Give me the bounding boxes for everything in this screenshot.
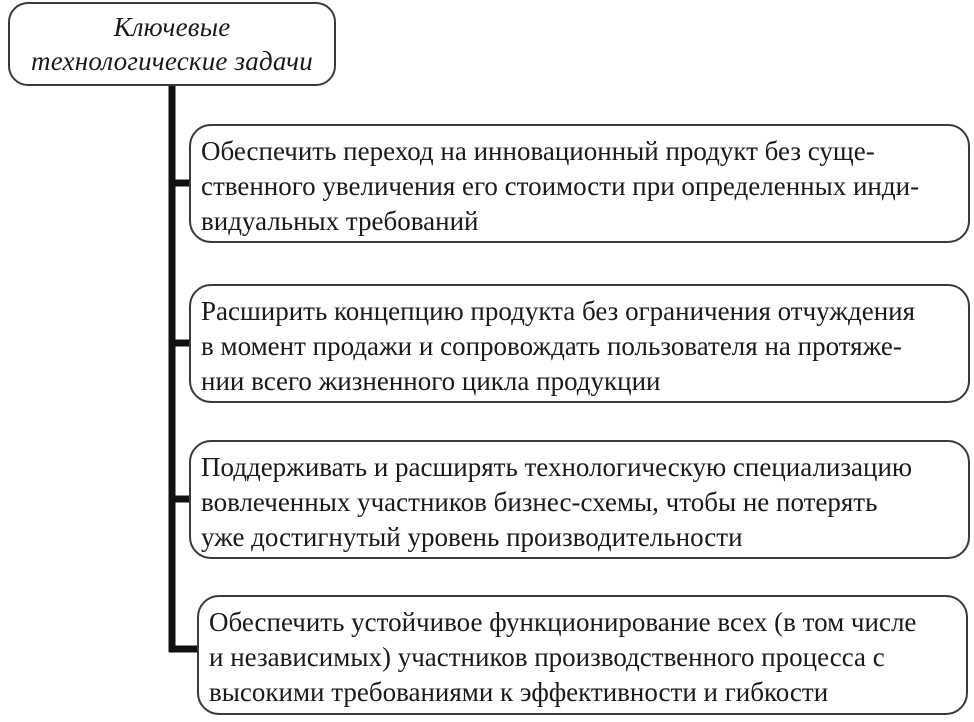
task-text (201, 294, 956, 399)
task-box-4 (197, 595, 968, 715)
task-text (201, 134, 956, 239)
root-title-line: Ключевые (113, 12, 231, 42)
root-title-line: технологические задачи (31, 46, 313, 76)
task-text-line: уже достигнутый уровень производительности (201, 522, 743, 552)
task-text (209, 605, 954, 710)
task-box-1 (189, 124, 970, 243)
root-title (31, 10, 313, 78)
task-text-line: в момент продажи и сопровождать пользователя на протяже- (201, 331, 902, 361)
task-text-line: Обеспечить устойчивое функционирование всех (в том числе (209, 607, 917, 637)
task-text-line: нии всего жизненного цикла продукции (201, 366, 661, 396)
task-box-3 (189, 440, 970, 559)
task-text-line: видуальных требований (201, 206, 479, 236)
task-text-line: Поддерживать и расширять технологическую специализацию (201, 452, 913, 482)
task-box-2 (189, 284, 970, 403)
root-box (8, 2, 336, 86)
task-text-line: Обеспечить переход на инновационный продукт без суще- (201, 136, 875, 166)
task-text-line: вовлеченных участников бизнес-схемы, чтобы не потерять (201, 487, 878, 517)
task-text-line: ственного увеличения его стоимости при определенных инди- (201, 171, 920, 201)
task-text-line: Расширить концепцию продукта без ограничения отчуждения (201, 296, 916, 326)
task-text-line: и независимых) участников производственного процесса с (209, 642, 885, 672)
task-text (201, 450, 956, 555)
task-text-line: высокими требованиями к эффективности и гибкости (209, 677, 829, 707)
